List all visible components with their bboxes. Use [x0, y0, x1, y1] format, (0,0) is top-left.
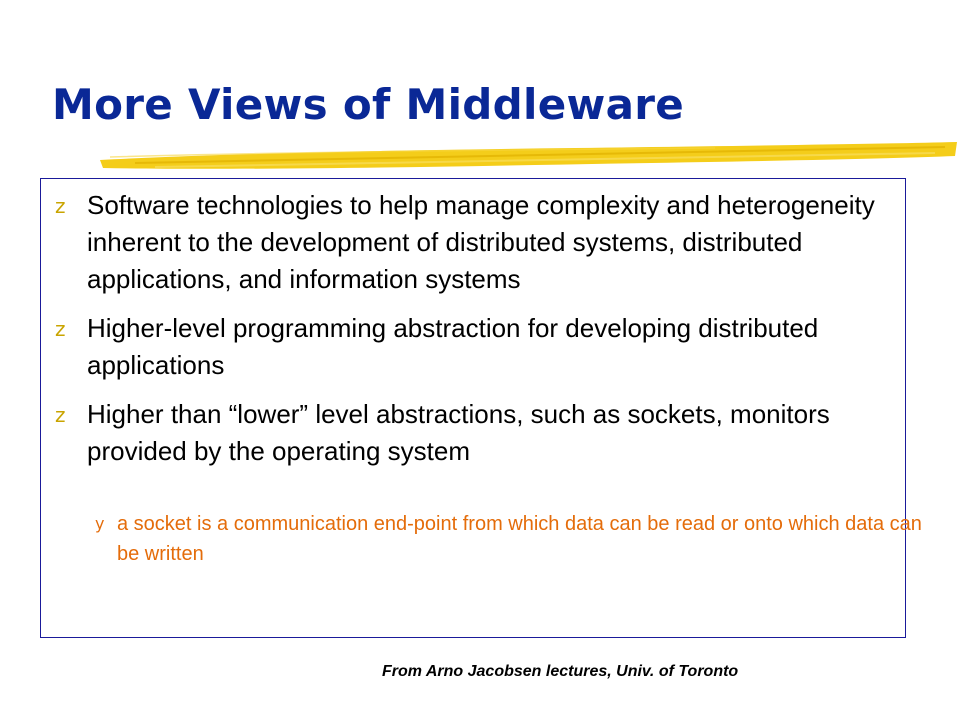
bullet-text: Higher than “lower” level abstractions, such as sockets, monitors provided by the operating system	[87, 399, 830, 466]
bullet-marker-icon: z	[55, 317, 66, 341]
bullet-marker-icon: z	[55, 194, 66, 218]
bullet-marker-icon: z	[55, 403, 66, 427]
sub-bullet-marker-icon: y	[95, 514, 105, 533]
sub-bullet-text: a socket is a communication end-point from which data can be read or onto which data can be written	[117, 513, 922, 565]
bullet-text: Software technologies to help manage complexity and heterogeneity inherent to the development of distributed systems, distributed applications, and information systems	[87, 190, 875, 294]
bullet-list	[55, 187, 885, 482]
bullet-item	[55, 187, 885, 298]
bullet-item	[55, 310, 885, 384]
bullet-item	[55, 396, 885, 470]
bullet-text: Higher-level programming abstraction for developing distributed applications	[87, 313, 819, 380]
sub-bullet-list	[55, 509, 925, 569]
brush-stroke-underline	[95, 138, 960, 178]
sub-bullet-item	[95, 509, 925, 569]
source-credit: From Arno Jacobsen lectures, Univ. of Toronto	[382, 663, 739, 680]
content-frame	[40, 178, 922, 638]
slide-title: More Views of Middleware	[52, 80, 685, 129]
